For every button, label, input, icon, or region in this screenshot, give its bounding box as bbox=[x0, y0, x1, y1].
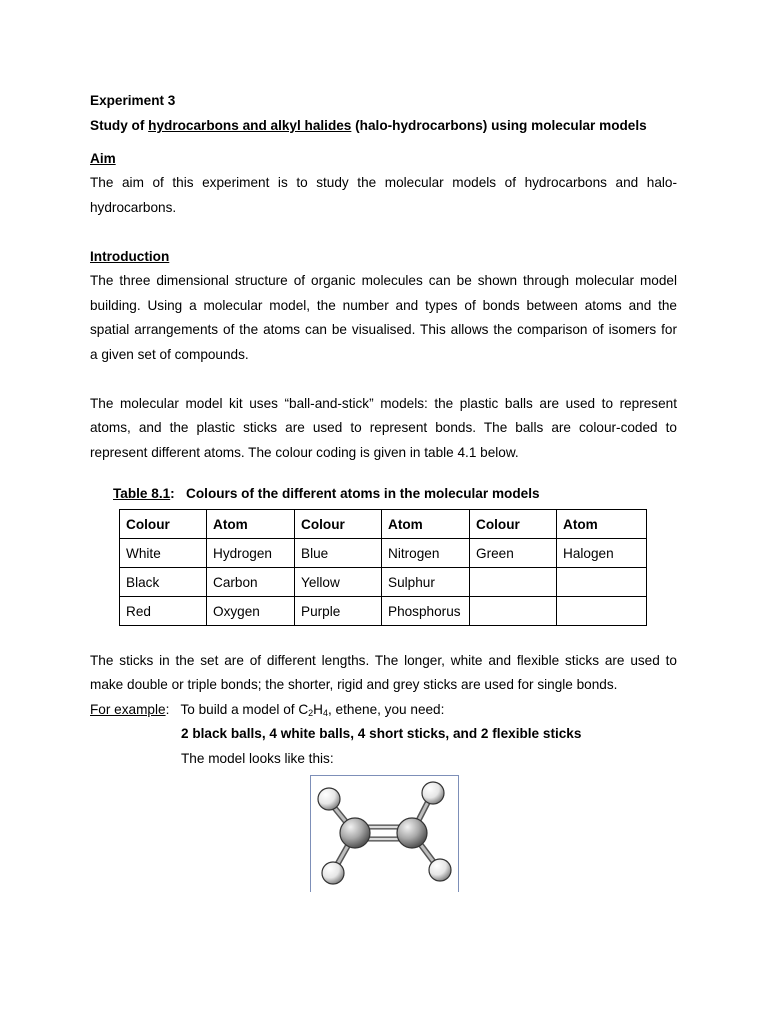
table-caption-text: Colours of the different atoms in the molecular models bbox=[186, 486, 540, 501]
table-cell: Red bbox=[120, 597, 207, 626]
ethene-model-illustration bbox=[311, 776, 458, 892]
sticks-line-1: The sticks in the set are of different lengths. The longer, white and flexible sticks are used to bbox=[90, 653, 677, 668]
header-cell: Colour bbox=[470, 510, 557, 539]
table-cell: Sulphur bbox=[382, 568, 470, 597]
intro-p1-line-3: spatial arrangements of the atoms can be visualised. This allows the comparison of isomers for bbox=[90, 322, 677, 337]
aim-line-2: hydrocarbons. bbox=[90, 200, 177, 215]
table-cell: Black bbox=[120, 568, 207, 597]
intro-p2-line-2: atoms, and the plastic sticks are used to represent bonds. The balls are colour-coded to bbox=[90, 420, 677, 435]
study-prefix: Study of bbox=[90, 118, 149, 133]
table-caption: Table 8.1: Colours of the different atoms in the molecular models bbox=[113, 486, 540, 501]
hydrogen-ball bbox=[322, 862, 344, 884]
header-cell: Colour bbox=[120, 510, 207, 539]
table-cell: Carbon bbox=[207, 568, 295, 597]
table-row bbox=[120, 568, 647, 597]
table-cell: Oxygen bbox=[207, 597, 295, 626]
table-cell: Hydrogen bbox=[207, 539, 295, 568]
table-caption-label: Table 8.1 bbox=[113, 486, 171, 501]
table-cell: Phosphorus bbox=[382, 597, 470, 626]
ethene-model-figure bbox=[310, 775, 459, 892]
table-cell: White bbox=[120, 539, 207, 568]
table-cell: Nitrogen bbox=[382, 539, 470, 568]
study-underlined: hydrocarbons and alkyl halides bbox=[148, 118, 352, 133]
header-cell: Atom bbox=[207, 510, 295, 539]
table-cell: Green bbox=[470, 539, 557, 568]
table-cell: Blue bbox=[295, 539, 382, 568]
table-cell bbox=[470, 568, 557, 597]
intro-p1-line-4: a given set of compounds. bbox=[90, 347, 249, 362]
carbon-ball bbox=[397, 818, 427, 848]
table-cell bbox=[470, 597, 557, 626]
atom-colour-table bbox=[119, 509, 647, 626]
header-cell: Atom bbox=[557, 510, 647, 539]
example-line: For example: To build a model of $C_2H_4$, ethene, you need: bbox=[90, 702, 445, 718]
aim-line-1: The aim of this experiment is to study the molecular models of hydrocarbons and halo- bbox=[90, 175, 677, 190]
model-caption: The model looks like this: bbox=[181, 751, 334, 766]
hydrogen-ball bbox=[422, 782, 444, 804]
intro-p1-line-2: building. Using a molecular model, the number and types of bonds between atoms and the bbox=[90, 298, 677, 313]
table-cell: Halogen bbox=[557, 539, 647, 568]
introduction-heading: Introduction bbox=[90, 249, 170, 264]
table-cell bbox=[557, 568, 647, 597]
intro-p2-line-3: represent different atoms. The colour coding is given in table 4.1 below. bbox=[90, 445, 519, 460]
table-cell bbox=[557, 597, 647, 626]
study-suffix: (halo-hydrocarbons) using molecular models bbox=[351, 118, 647, 133]
hydrogen-ball bbox=[429, 859, 451, 881]
hydrogen-ball bbox=[318, 788, 340, 810]
table-cell: Yellow bbox=[295, 568, 382, 597]
table-header-row bbox=[120, 510, 647, 539]
intro-p1-line-1: The three dimensional structure of organic molecules can be shown through molecular model bbox=[90, 273, 677, 288]
materials-needed: 2 black balls, 4 white balls, 4 short sticks, and 2 flexible sticks bbox=[181, 726, 582, 741]
table-cell: Purple bbox=[295, 597, 382, 626]
header-cell: Atom bbox=[382, 510, 470, 539]
sticks-line-2: make double or triple bonds; the shorter, rigid and grey sticks are used for single bonds. bbox=[90, 677, 618, 692]
study-heading bbox=[90, 118, 647, 134]
carbon-ball bbox=[340, 818, 370, 848]
table-row bbox=[120, 539, 647, 568]
experiment-title: Experiment 3 bbox=[90, 93, 176, 108]
intro-p2-line-1: The molecular model kit uses “ball-and-stick” models: the plastic balls are used to represent bbox=[90, 396, 677, 411]
aim-heading: Aim bbox=[90, 151, 116, 166]
table-row bbox=[120, 597, 647, 626]
example-label: For example bbox=[90, 702, 166, 717]
header-cell: Colour bbox=[295, 510, 382, 539]
